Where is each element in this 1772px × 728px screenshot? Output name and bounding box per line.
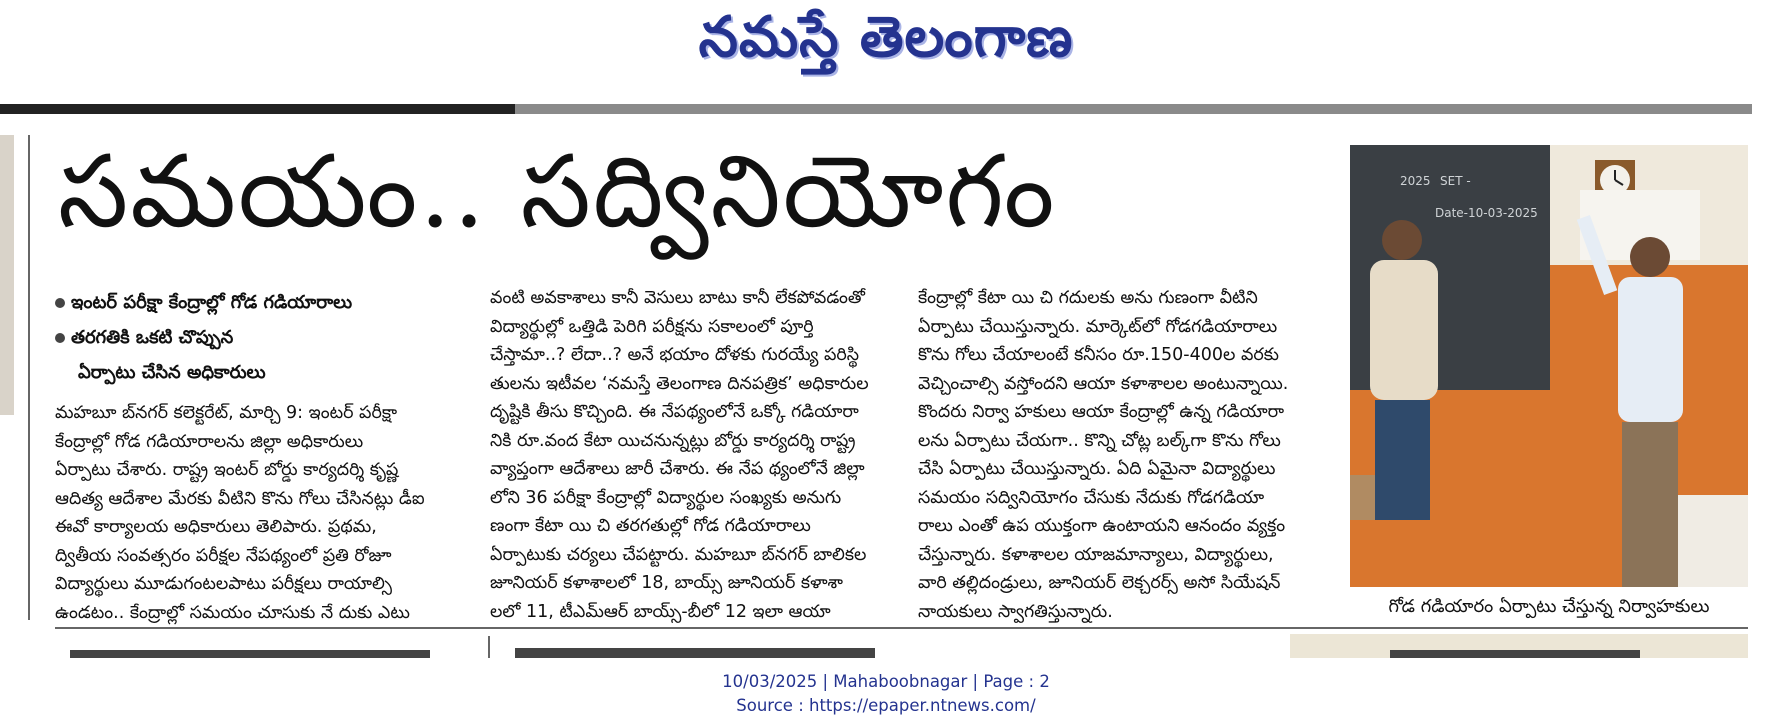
- text-line: లలో 11, టీఎమ్‌ఆర్‌ బాయ్స్‌-బీలో 12 ఇలా ఆయా: [490, 601, 831, 622]
- text-line: లను ఏర్పాటు చేయగా.. కొన్ని చోట్ల బల్క్‌గా కొను గోలు: [918, 430, 1281, 451]
- subhead-bullet-2: [55, 327, 233, 352]
- text-line: మహబూ బ్‌నగర్‌ కలెక్టరేట్‌, మార్చి 9: ఇంటర్‌ పరీక్షా: [55, 403, 398, 423]
- bullet-icon: [55, 298, 65, 308]
- subhead-text: ఇంటర్‌ పరీక్షా కేంద్రాల్లో గోడ గడియారాలు: [71, 292, 353, 313]
- header-rule-grey: [515, 104, 1752, 114]
- text-line: వెచ్చించాల్సి వస్తోందని ఆయా కళాశాలల అంటున్నాయి.: [918, 373, 1289, 394]
- subhead-bullet-2-continued: ఏర్పాటు చేసిన అధికారులు: [78, 362, 266, 383]
- text-line: ణంగా కేటా యి చి తరగతుల్లో గోడ గడియారాలు: [490, 516, 811, 536]
- article-headline: సమయం.. సద్వినియోగం: [58, 133, 1057, 250]
- person-left: [1370, 220, 1438, 520]
- subhead-bullet-1: [55, 292, 352, 317]
- text-line: ద్వితీయ సంవత్సరం పరీక్షల నేపథ్యంలో ప్రతి రోజూ: [55, 545, 392, 566]
- bullet-icon: [55, 333, 65, 343]
- newspaper-masthead: నమస్తే తెలంగాణ: [698, 4, 1074, 70]
- board-text-2: SET -: [1440, 174, 1471, 188]
- text-line: వ్యాప్తంగా ఆదేశాలు జారీ చేశారు. ఈ నేప థ్యంలోనే జిల్లా: [490, 459, 865, 479]
- footer-date-edition: 10/03/2025 | Mahaboobnagar | Page : 2: [722, 672, 1050, 691]
- text-line: కేంద్రాల్లో కేటా యి చి గదులకు అను గుణంగా వీటిని: [918, 288, 1258, 308]
- article-column-2: [490, 284, 890, 626]
- page-footer: [0, 670, 1772, 718]
- bottom-column-separator: [488, 636, 490, 658]
- text-line: ఉండటం.. కేంద్రాల్లో సమయం చూసుకు నే దుకు ఎటు: [55, 602, 410, 623]
- adjacent-article-strip: [0, 135, 14, 415]
- text-line: జూనియర్‌ కళాశాలలో 18, బాయ్స్‌ జూనియర్‌ కళాశా: [490, 573, 843, 593]
- news-photo: [1350, 145, 1748, 587]
- classroom-photo-illustration: [1350, 145, 1748, 587]
- article-column-3: [918, 284, 1318, 626]
- subhead-text: తరగతికి ఒకటి చొప్పున: [71, 327, 234, 348]
- text-line: రాలు ఎంతో ఉప యుక్తంగా ఉంటాయని ఆనందం వ్యక్తం: [918, 516, 1286, 536]
- text-line: ఏర్పాటు చేశారు. రాష్ట్ర ఇంటర్‌ బోర్డు కార్యదర్శి కృష్ణ: [55, 460, 399, 480]
- text-line: చేసి ఏర్పాటు చేయిస్తున్నారు. ఏది ఏమైనా విద్యార్థులు: [918, 459, 1276, 479]
- text-line: కేంద్రాల్లో గోడ గడియారాలను జిల్లా అధికారులు: [55, 431, 364, 452]
- text-line: తులను ఇటీవల ‘నమస్తే తెలంగాణ దినపత్రిక’ అధికారుల: [490, 373, 869, 394]
- bottom-divider: [55, 627, 1748, 629]
- footer-source-link[interactable]: Source : https://epaper.ntnews.com/: [736, 696, 1036, 715]
- header-rule-dark: [0, 104, 515, 114]
- text-line: కొందరు నిర్వా హకులు ఆయా కేంద్రాల్లో ఉన్న గడియారా: [918, 402, 1285, 422]
- board-text-1: 2025: [1400, 174, 1431, 188]
- text-line: నాయకులు స్వాగతిస్తున్నారు.: [918, 601, 1113, 622]
- text-line: వారి తల్లిదండ్రులు, జూనియర్‌ లెక్చరర్స్‌ అసో సియేషన్‌: [918, 573, 1281, 593]
- text-line: చేస్తామా..? లేదా..? అనే భయాం దోళకు గురయ్యే పరిస్థి: [490, 345, 860, 365]
- text-line: విద్యార్థులు మూడుగంటలపాటు పరీక్షలు రాయాల్సి: [55, 574, 392, 594]
- cut-off-next-headline-1: [70, 650, 430, 658]
- text-line: నికి రూ.వంద కేటా యిచనున్నట్లు బోర్డు కార్యదర్శి రాష్ట్ర: [490, 430, 856, 451]
- text-line: చేస్తున్నారు. కళాశాలల యాజమాన్యాలు, విద్యార్థులు,: [918, 544, 1274, 565]
- article-column-1: [55, 399, 455, 627]
- text-line: ఏర్పాటు చేయిస్తున్నారు. మార్కెట్‌లో గోడగడియారాలు: [918, 316, 1278, 337]
- board-text-3: Date-10-03-2025: [1435, 206, 1538, 220]
- text-line: విద్యార్థుల్లో ఒత్తిడి పెరిగి పరీక్షను సకాలంలో పూర్తి: [490, 316, 814, 337]
- text-line: లోని 36 పరీక్షా కేంద్రాల్లో విద్యార్థుల సంఖ్యకు అనుగు: [490, 487, 842, 508]
- column-divider-left: [28, 135, 30, 620]
- text-line: దృష్టికి తీసు కొచ్చింది. ఈ నేపథ్యంలోనే ఒక్కో గడియారా: [490, 402, 859, 422]
- text-line: ఆదిత్య ఆదేశాల మేరకు వీటిని కొను గోలు చేసినట్లు డీఐ: [55, 488, 425, 509]
- text-line: వంటి అవకాశాలు కానీ వెసులు బాటు కానీ లేకపోవడంతో: [490, 288, 866, 308]
- text-line: కొను గోలు చేయాలంటే కనీసం రూ.150-400ల వరకు: [918, 345, 1279, 365]
- photo-caption: గోడ గడియారం ఏర్పాటు చేస్తున్న నిర్వాహకులు: [1388, 596, 1710, 617]
- text-line: ఈవో కార్యాలయ అధికారులు తెలిపారు. ప్రథమ,: [55, 517, 377, 537]
- cut-off-next-headline-2: [515, 648, 875, 658]
- cut-off-next-headline-3: [1390, 650, 1640, 658]
- text-line: ఏర్పాటుకు చర్యలు చేపట్టారు. మహబూ బ్‌నగర్‌ బాలికల: [490, 544, 867, 565]
- text-line: సమయం సద్వినియోగం చేసుకు నేదుకు గోడగడియా: [918, 487, 1265, 508]
